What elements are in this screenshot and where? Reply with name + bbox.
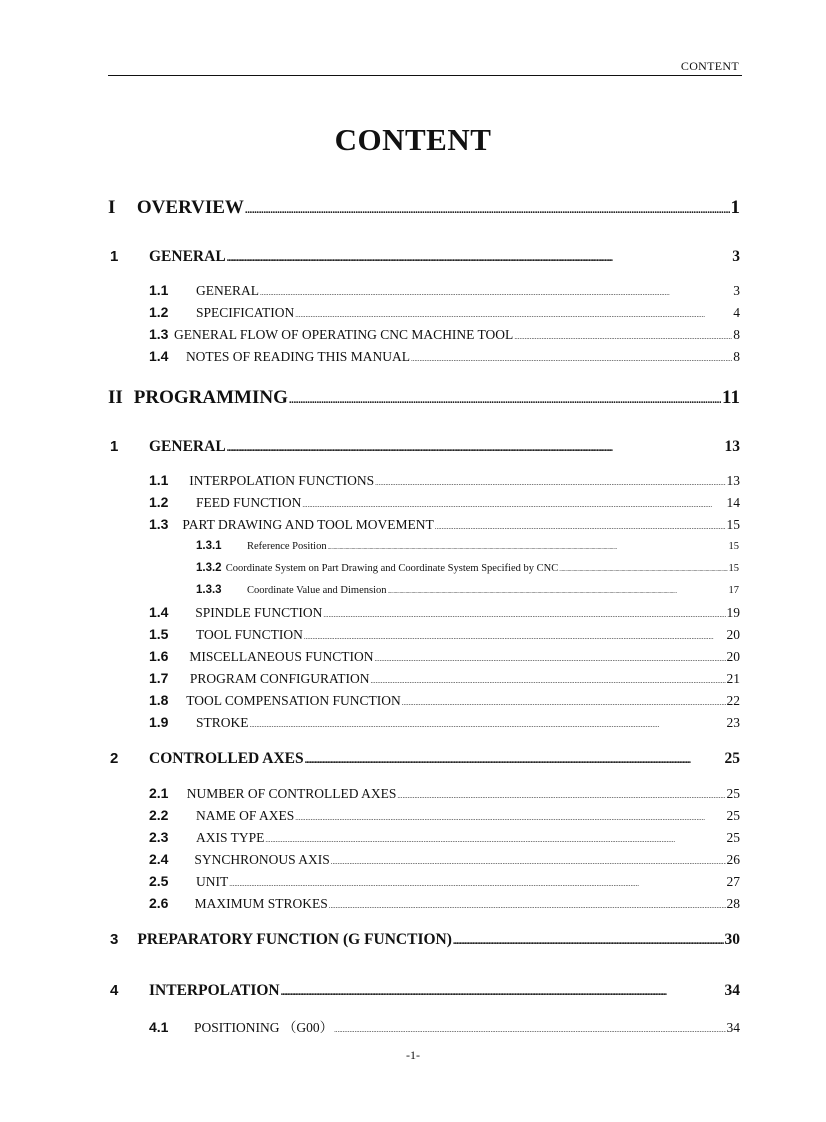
toc-label: PROGRAM CONFIGURATION	[189, 671, 370, 686]
dot-leader	[227, 443, 724, 454]
dot-leader	[331, 858, 726, 866]
dot-leader	[295, 311, 732, 319]
dot-leader	[329, 902, 726, 910]
toc-page-number: 4	[733, 305, 740, 320]
toc-page-number: 15	[728, 563, 739, 574]
toc-part-overview[interactable]	[108, 197, 740, 219]
toc-section[interactable]	[149, 648, 740, 665]
toc-number: 2.5	[149, 873, 169, 889]
toc-page-number: 23	[726, 715, 740, 730]
toc-section[interactable]	[149, 714, 740, 731]
toc-label: GENERAL	[149, 248, 226, 265]
toc-label: NAME OF AXES	[196, 808, 295, 823]
dot-leader	[229, 880, 725, 888]
toc-label: OVERVIEW	[136, 197, 244, 218]
dot-leader	[305, 755, 724, 766]
toc-page-number: 20	[726, 627, 740, 642]
toc-page-number: 25	[726, 808, 740, 823]
dot-leader	[289, 394, 721, 406]
toc-section[interactable]	[149, 807, 740, 824]
toc-number: 2	[110, 750, 119, 767]
toc-number: 1.8	[149, 692, 169, 708]
toc-section[interactable]	[149, 670, 740, 687]
toc-number: 2.4	[149, 851, 169, 867]
toc-number: 2.2	[149, 807, 169, 823]
toc-label: FEED FUNCTION	[196, 495, 302, 510]
toc-page-number: 8	[733, 349, 740, 364]
toc-section[interactable]	[149, 785, 740, 802]
toc-chapter-general[interactable]	[110, 438, 740, 456]
toc-page-number: 21	[726, 671, 740, 686]
toc-number: 3	[110, 931, 119, 948]
toc-page-number: 26	[726, 852, 740, 867]
toc-number: 1.6	[149, 648, 169, 664]
toc-label: POSITIONING （G00）	[193, 1020, 334, 1035]
dot-leader	[281, 987, 724, 998]
toc-label: GENERAL	[196, 283, 259, 298]
toc-number: 1.4	[149, 604, 169, 620]
dot-leader	[323, 611, 725, 619]
toc-number: 1	[110, 438, 119, 455]
toc-label: MAXIMUM STROKES	[194, 896, 328, 911]
toc-section[interactable]	[149, 282, 740, 299]
toc-page-number: 30	[724, 931, 740, 948]
dot-leader	[514, 333, 732, 341]
toc-label: SPINDLE FUNCTION	[195, 605, 323, 620]
toc-page-number: 11	[722, 387, 740, 408]
toc-number: 4.1	[149, 1019, 169, 1035]
toc-number: 1.9	[149, 714, 169, 730]
toc-number: 2.6	[149, 895, 169, 911]
toc-label: TOOL FUNCTION	[196, 627, 303, 642]
toc-number: 1.3	[149, 326, 169, 342]
toc-number: 2.3	[149, 829, 169, 845]
toc-page-number: 14	[726, 495, 740, 510]
toc-part-programming[interactable]	[108, 387, 740, 409]
toc-section[interactable]	[149, 304, 740, 321]
toc-page-number: 25	[726, 830, 740, 845]
toc-section[interactable]	[149, 873, 740, 890]
toc-section[interactable]	[149, 348, 740, 365]
toc-label: INTERPOLATION	[149, 982, 280, 999]
toc-page-number: 27	[726, 874, 740, 889]
toc-section[interactable]	[149, 326, 740, 343]
toc-label: INTERPOLATION FUNCTIONS	[189, 473, 375, 488]
toc-section[interactable]	[149, 516, 740, 533]
toc-number: 1.1	[149, 472, 169, 488]
dot-leader	[397, 792, 725, 800]
toc-number: 1.5	[149, 626, 169, 642]
toc-label: PART DRAWING AND TOOL MOVEMENT	[182, 517, 434, 532]
toc-subsection[interactable]	[196, 540, 739, 552]
toc-page-number: 34	[726, 1020, 740, 1035]
dot-leader	[302, 501, 725, 509]
toc-subsection[interactable]	[196, 562, 739, 574]
toc-number: I	[108, 197, 116, 218]
dot-leader	[265, 836, 725, 844]
dot-leader	[453, 936, 724, 947]
dot-leader	[250, 721, 726, 729]
toc-number: 1.7	[149, 670, 169, 686]
toc-page-number: 15	[728, 541, 739, 552]
toc-section[interactable]	[149, 1016, 740, 1036]
toc-label: Reference Position	[247, 541, 327, 552]
toc-label: NUMBER OF CONTROLLED AXES	[186, 786, 397, 801]
dot-leader	[245, 204, 730, 216]
toc-label: PROGRAMMING	[133, 387, 288, 408]
dot-leader	[260, 289, 732, 297]
dot-leader	[227, 253, 732, 264]
toc-label: SYNCHRONOUS AXIS	[194, 852, 330, 867]
toc-page-number: 34	[724, 982, 740, 999]
toc-number: 2.1	[149, 785, 169, 801]
dot-leader	[370, 677, 725, 685]
header-rule	[108, 75, 742, 76]
dot-leader	[559, 567, 727, 573]
page-footer-number: -1-	[406, 1048, 420, 1062]
toc-page-number: 17	[728, 585, 739, 596]
dot-leader	[295, 814, 725, 822]
dot-leader	[304, 633, 726, 641]
toc-label: GENERAL FLOW OF OPERATING CNC MACHINE TOOL	[174, 327, 514, 342]
toc-label: CONTROLLED AXES	[149, 750, 304, 767]
toc-page-number: 15	[726, 517, 740, 532]
toc-page-number: 28	[726, 896, 740, 911]
dot-leader	[435, 523, 726, 531]
toc-number: 1.3.2	[196, 562, 222, 574]
toc-section[interactable]	[149, 472, 740, 489]
toc-number: 1.3.1	[196, 540, 222, 552]
toc-label: MISCELLANEOUS FUNCTION	[189, 649, 374, 664]
dot-leader	[374, 655, 725, 663]
dot-leader	[328, 545, 728, 551]
toc-page-number: 13	[724, 438, 740, 455]
toc-label: Coordinate Value and Dimension	[247, 585, 387, 596]
toc-page-number: 19	[726, 605, 740, 620]
toc-section[interactable]	[149, 692, 740, 709]
toc-page-number: 8	[733, 327, 740, 342]
dot-leader	[334, 1026, 725, 1034]
page-title: CONTENT	[334, 122, 492, 157]
toc-number: 1.3.3	[196, 584, 222, 596]
toc-page-number: 1	[730, 197, 740, 218]
toc-section[interactable]	[149, 604, 740, 621]
toc-page-number: 20	[726, 649, 740, 664]
toc-number: 1.2	[149, 304, 169, 320]
toc-page-number: 3	[733, 283, 740, 298]
dot-leader	[375, 479, 725, 487]
toc-label: GENERAL	[149, 438, 226, 455]
toc-page-number: 25	[726, 786, 740, 801]
toc-label: UNIT	[196, 874, 229, 889]
toc-label: TOOL COMPENSATION FUNCTION	[186, 693, 401, 708]
toc-page-number: 22	[726, 693, 740, 708]
toc-number: 1.1	[149, 282, 169, 298]
toc-label: Coordinate System on Part Drawing and Coordinate System Specified by CNC	[225, 563, 559, 574]
toc-chapter-preparatory-function[interactable]	[110, 931, 740, 949]
toc-number: 1.2	[149, 494, 169, 510]
toc-subsection[interactable]	[196, 584, 739, 596]
toc-label: STROKE	[196, 715, 249, 730]
toc-number: 1	[110, 248, 119, 265]
dot-leader	[411, 355, 732, 363]
dot-leader	[402, 699, 726, 707]
toc-page-number: 25	[724, 750, 740, 767]
running-header: CONTENT	[680, 59, 739, 73]
toc-number: II	[108, 387, 123, 408]
toc-page-number: 3	[732, 248, 740, 265]
toc-page-number: 13	[726, 473, 740, 488]
toc-label: PREPARATORY FUNCTION (G FUNCTION)	[137, 931, 452, 948]
toc-chapter-interpolation[interactable]	[110, 982, 740, 1000]
toc-number: 4	[110, 982, 119, 999]
toc-section[interactable]	[149, 494, 740, 511]
toc-section[interactable]	[149, 829, 740, 846]
toc-section[interactable]	[149, 851, 740, 868]
toc-chapter-controlled-axes[interactable]	[110, 750, 740, 768]
dot-leader	[388, 589, 728, 595]
toc-label: SPECIFICATION	[196, 305, 295, 320]
toc-section[interactable]	[149, 626, 740, 643]
toc-chapter-general[interactable]	[110, 248, 740, 266]
toc-label: NOTES OF READING THIS MANUAL	[185, 349, 410, 364]
toc-number: 1.4	[149, 348, 169, 364]
toc-label: AXIS TYPE	[196, 830, 265, 845]
toc-section[interactable]	[149, 895, 740, 912]
toc-number: 1.3	[149, 516, 169, 532]
